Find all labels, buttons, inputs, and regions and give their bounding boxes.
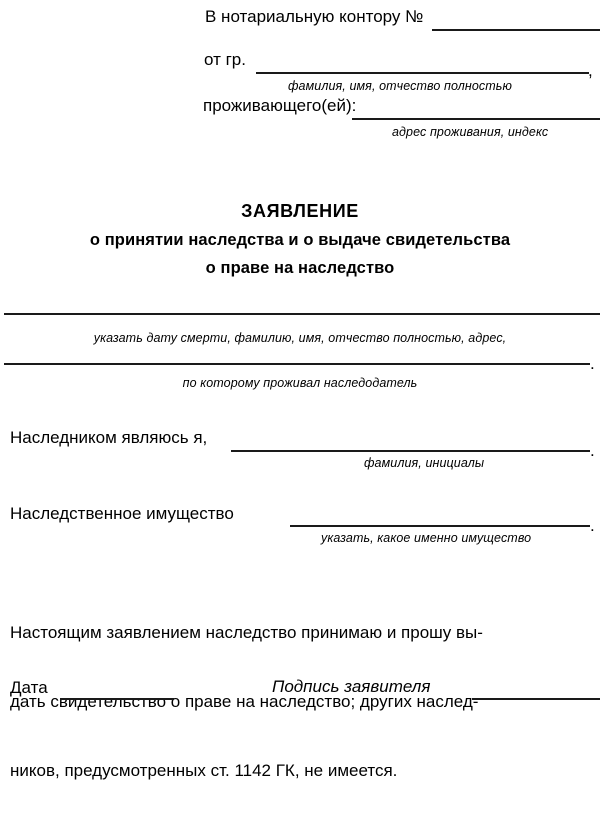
- deceased-trailing-period: .: [590, 354, 595, 373]
- deceased-input-line-1[interactable]: [4, 313, 600, 315]
- statement-line-2: дать свидетельство о праве на наследство; других наслед-: [10, 692, 479, 711]
- property-trailing-period: .: [590, 516, 595, 535]
- residence-hint: адрес проживания, индекс: [392, 125, 549, 139]
- heir-trailing-period: .: [590, 441, 595, 460]
- date-label: Дата: [10, 678, 48, 697]
- date-input-line[interactable]: [60, 698, 174, 700]
- page-subtitle-line-1: о принятии наследства и о выдаче свидетельства: [89, 231, 511, 249]
- property-label: Наследственное имущество: [10, 504, 234, 523]
- statement-line-3: ников, предусмотренных ст. 1142 ГК, не имеется.: [10, 761, 398, 780]
- page-subtitle-line-2: о праве на наследство: [205, 259, 395, 277]
- property-hint: указать, какое именно имущество: [321, 531, 532, 545]
- residence-label: проживающего(ей):: [203, 96, 357, 115]
- deceased-hint-1: указать дату смерти, фамилию, имя, отчество полностью, адрес,: [93, 331, 507, 345]
- heir-hint: фамилия, инициалы: [364, 456, 485, 470]
- signature-label: Подпись заявителя: [272, 677, 431, 696]
- citizen-name-input-line[interactable]: [256, 72, 589, 74]
- citizen-name-hint: фамилия, имя, отчество полностью: [288, 79, 512, 93]
- heir-name-input-line[interactable]: [231, 450, 590, 452]
- notary-office-label: В нотариальную контору №: [205, 7, 424, 26]
- notary-office-input-line[interactable]: [432, 29, 600, 31]
- heir-label: Наследником являюсь я,: [10, 428, 208, 447]
- deceased-input-line-2[interactable]: [4, 363, 590, 365]
- signature-input-line[interactable]: [472, 698, 600, 700]
- statement-line-1: Настоящим заявлением наследство принимаю и прошу вы-: [10, 623, 483, 642]
- citizen-from-label: от гр.: [204, 50, 246, 69]
- deceased-hint-2: по которому проживал наследодатель: [182, 376, 418, 390]
- property-input-line[interactable]: [290, 525, 590, 527]
- citizen-name-trailing-comma: ,: [588, 61, 593, 80]
- page-title: ЗАЯВЛЕНИЕ: [241, 201, 359, 221]
- statement-paragraph: [10, 575, 483, 828]
- residence-input-line[interactable]: [352, 118, 600, 120]
